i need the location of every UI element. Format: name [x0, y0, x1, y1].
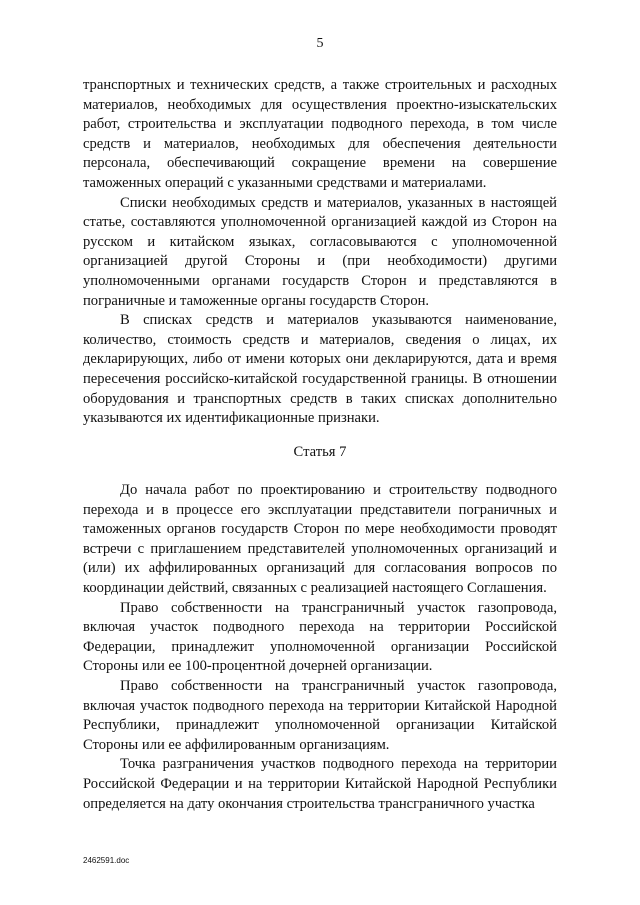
paragraph-lists-contents: В списках средств и материалов указываются наименование, количество, стоимость средств и материалов, сведения о лицах, их декларирующих, либо от имени которых они декларируются, дата и время пересечения российско-китайской государственной границы. В отношении оборудования и транспортных средств в таких списках дополнительно указываются их идентификационные признаки. [83, 312, 557, 427]
paragraph-ownership-russia: Право собственности на трансграничный участок газопровода, включая участок подводного перехода на территории Российской Федерации, принадлежит уполномоченной организации Российской Стороны или ее 100-процентной дочерней организации. [83, 599, 557, 675]
paragraph-demarcation-point: Точка разграничения участков подводного перехода на территории Российской Федерации и на территории Китайской Народной Республики определяется на дату окончания строительства трансграничного участка [83, 756, 557, 812]
footer-filename: 2462591.doc [83, 856, 130, 865]
article-heading: Статья 7 [293, 444, 347, 460]
article-body [83, 481, 557, 814]
paragraph-lists-composition: Списки необходимых средств и материалов, указанных в настоящей статье, составляются уполномоченной организацией каждой из Сторон на русском и китайском языках, согласовываются с уполномоченной организацией другой Стороны и (при необходимости) другими уполномоченными органами государств Сторон и представляются в пограничные и таможенные органы государств Сторон. [83, 194, 557, 309]
paragraph-continuation: транспортных и технических средств, а также строительных и расходных материалов, необходимых для осуществления проектно-изыскательских работ, строительства и эксплуатации подводного перехода, в том числе средств и материалов, необходимых для обеспечения деятельности персонала, обеспечивающий сокращение времени на совершение таможенных операций с указанными средствами и материалами. [83, 77, 557, 191]
page-number: 5 [316, 36, 324, 51]
section-body [83, 76, 557, 429]
paragraph-meetings: До начала работ по проектированию и строительству подводного перехода и в процессе его эксплуатации представители пограничных и таможенных органов государств Сторон по мере необходимости проводят встречи с приглашением представителей уполномоченных организаций и (или) их аффилированных организаций для согласования вопросов по координации действий, связанных с реализацией настоящего Соглашения. [83, 482, 557, 596]
paragraph-ownership-china: Право собственности на трансграничный участок газопровода, включая участок подводного перехода на территории Китайской Народной Республики, принадлежит уполномоченной организации Китайской Стороны или ее аффилированным организациям. [83, 677, 557, 753]
